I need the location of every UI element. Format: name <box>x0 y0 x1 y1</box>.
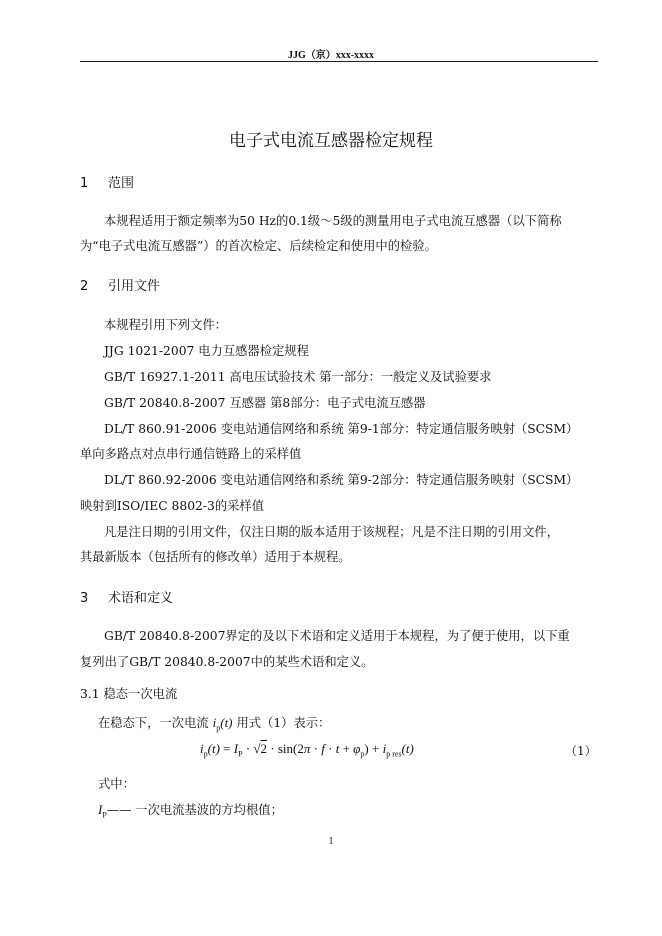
section-3-heading <box>80 587 173 606</box>
reference-item: GB/T 16927.1-2011 高电压试验技术 第一部分：一般定义及试验要求 <box>104 370 492 384</box>
definition-text: —— 一次电流基波的方均根值； <box>106 803 283 817</box>
reference-item: DL/T 860.91-2006 变电站通信网络和系统 第9-1部分：特定通信服务映射（SCSM） <box>104 422 579 436</box>
paragraph-text: 用式（1）表示： <box>236 716 331 730</box>
primary-current-symbol: $i_p(t)$ <box>212 715 233 733</box>
section-number: 3 <box>80 591 89 606</box>
header-rule <box>80 61 598 62</box>
references-note-line-2: 其最新版本（包括所有的修改单）适用于本规程。 <box>80 550 351 564</box>
references-note-line-1: 凡是注日期的引用文件，仅注日期的版本适用于该规程；凡是不注日期的引用文件， <box>104 525 559 539</box>
terms-intro-line-2: 复列出了GB/T 20840.8-2007中的某些术语和定义。 <box>80 655 374 669</box>
section-1-heading <box>80 172 134 191</box>
reference-item-continuation: 单向多路点对点串行通信链路上的采样值 <box>80 447 302 461</box>
page-number: 1 <box>328 836 334 847</box>
equation-1: $i_p(t) = I_P \cdot √2 \cdot \sin(2\pi \cdot f \cdot t + \varphi_p) + i_{p res}(t)$ <box>200 741 414 759</box>
section-number: 2 <box>80 279 89 294</box>
running-header: JJG（京）xxx-xxxx <box>287 50 375 61</box>
section-2-heading <box>80 275 160 294</box>
scope-line-1: 本规程适用于额定频率为50 Hz的0.1级～5级的测量用电子式电流互感器（以下简称 <box>104 214 562 228</box>
subsection-3-1-heading: 3.1 稳态一次电流 <box>80 687 178 701</box>
references-intro: 本规程引用下列文件： <box>104 318 227 332</box>
reference-item: JJG 1021-2007 电力互感器检定规程 <box>104 344 309 358</box>
steady-state-paragraph <box>98 713 330 733</box>
rms-current-symbol: $I_P$ <box>98 802 107 820</box>
paragraph-text: 在稳态下，一次电流 <box>98 716 209 730</box>
reference-item: DL/T 860.92-2006 变电站通信网络和系统 第9-2部分：特定通信服务映射（SCSM） <box>104 473 579 487</box>
document-title: 电子式电流互感器检定规程 <box>229 131 433 151</box>
section-title: 范围 <box>108 176 135 191</box>
scope-line-2: 为“电子式电流互感器”）的首次检定、后续检定和使用中的检验。 <box>80 239 437 253</box>
terms-intro-line-1: GB/T 20840.8-2007界定的及以下术语和定义适用于本规程，为了便于使用，以下重 <box>104 629 570 643</box>
where-label: 式中： <box>98 777 135 791</box>
section-title: 引用文件 <box>108 279 161 294</box>
equation-number: （1） <box>565 744 597 758</box>
section-number: 1 <box>80 176 89 191</box>
reference-item: GB/T 20840.8-2007 互感器 第8部分：电子式电流互感器 <box>104 396 426 410</box>
definition-ip <box>98 800 283 820</box>
section-title: 术语和定义 <box>108 591 174 606</box>
reference-item-continuation: 映射到ISO/IEC 8802-3的采样值 <box>80 499 265 513</box>
